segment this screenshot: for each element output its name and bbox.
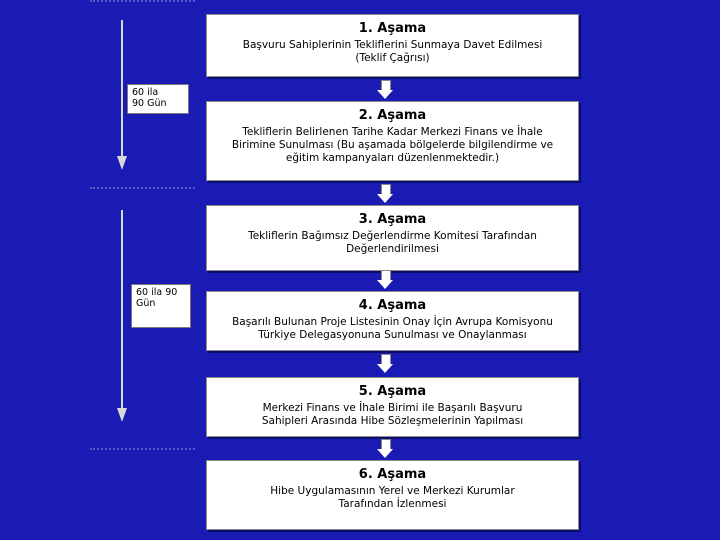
stage-box-3 [206,205,579,271]
separator-line-2 [90,448,195,450]
timeline-arrow-head-2 [117,408,127,422]
stage-box-5 [206,377,579,437]
stage-title-2: 2. Aşama [358,108,427,123]
separator-line-1 [90,187,195,189]
stage-title-6: 6. Aşama [358,467,427,482]
down-arrow-5 [377,439,393,459]
stage-title-1: 1. Aşama [358,21,427,36]
stage-box-4 [206,291,579,351]
stage-desc-2: Tekliflerin Belirlenen Tarihe Kadar Merkezi Finans ve İhale Birimine Sunulması (Bu aşamada bölgelerde bilgilendirme ve eğitim kampanyaları düzenlenmektedir.) [231,126,554,164]
stage-title-5: 5. Aşama [358,384,427,399]
down-arrow-3 [377,270,393,290]
timeline-arrow-2 [121,210,123,410]
stage-desc-5: Merkezi Finans ve İhale Birimi ile Başarılı Başvuru Sahipleri Arasında Hibe Sözleşmelerinin Yapılması [261,402,524,427]
timeline-arrow-1 [121,20,123,158]
duration-label-1: 60 ila 90 Gün [127,84,189,114]
separator-line-top [90,0,195,2]
duration-label-2: 60 ila 90 Gün [131,284,191,328]
stage-desc-1: Başvuru Sahiplerinin Tekliflerini Sunmaya Davet Edilmesi (Teklif Çağrısı) [242,39,543,64]
stage-box-1 [206,14,579,77]
down-arrow-2 [377,184,393,204]
stage-box-2 [206,101,579,181]
down-arrow-4 [377,354,393,374]
stage-desc-4: Başarılı Bulunan Proje Listesinin Onay İçin Avrupa Komisyonu Türkiye Delegasyonuna Sunulması ve Onaylanması [232,316,553,341]
stage-box-6 [206,460,579,530]
stage-title-3: 3. Aşama [358,212,427,227]
down-arrow-1 [377,80,393,100]
stage-title-4: 4. Aşama [358,298,427,313]
timeline-arrow-head-1 [117,156,127,170]
stage-desc-6: Hibe Uygulamasının Yerel ve Merkezi Kurumlar Tarafından İzlenmesi [270,485,515,510]
stage-desc-3: Tekliflerin Bağımsız Değerlendirme Komitesi Tarafından Değerlendirilmesi [248,230,537,255]
